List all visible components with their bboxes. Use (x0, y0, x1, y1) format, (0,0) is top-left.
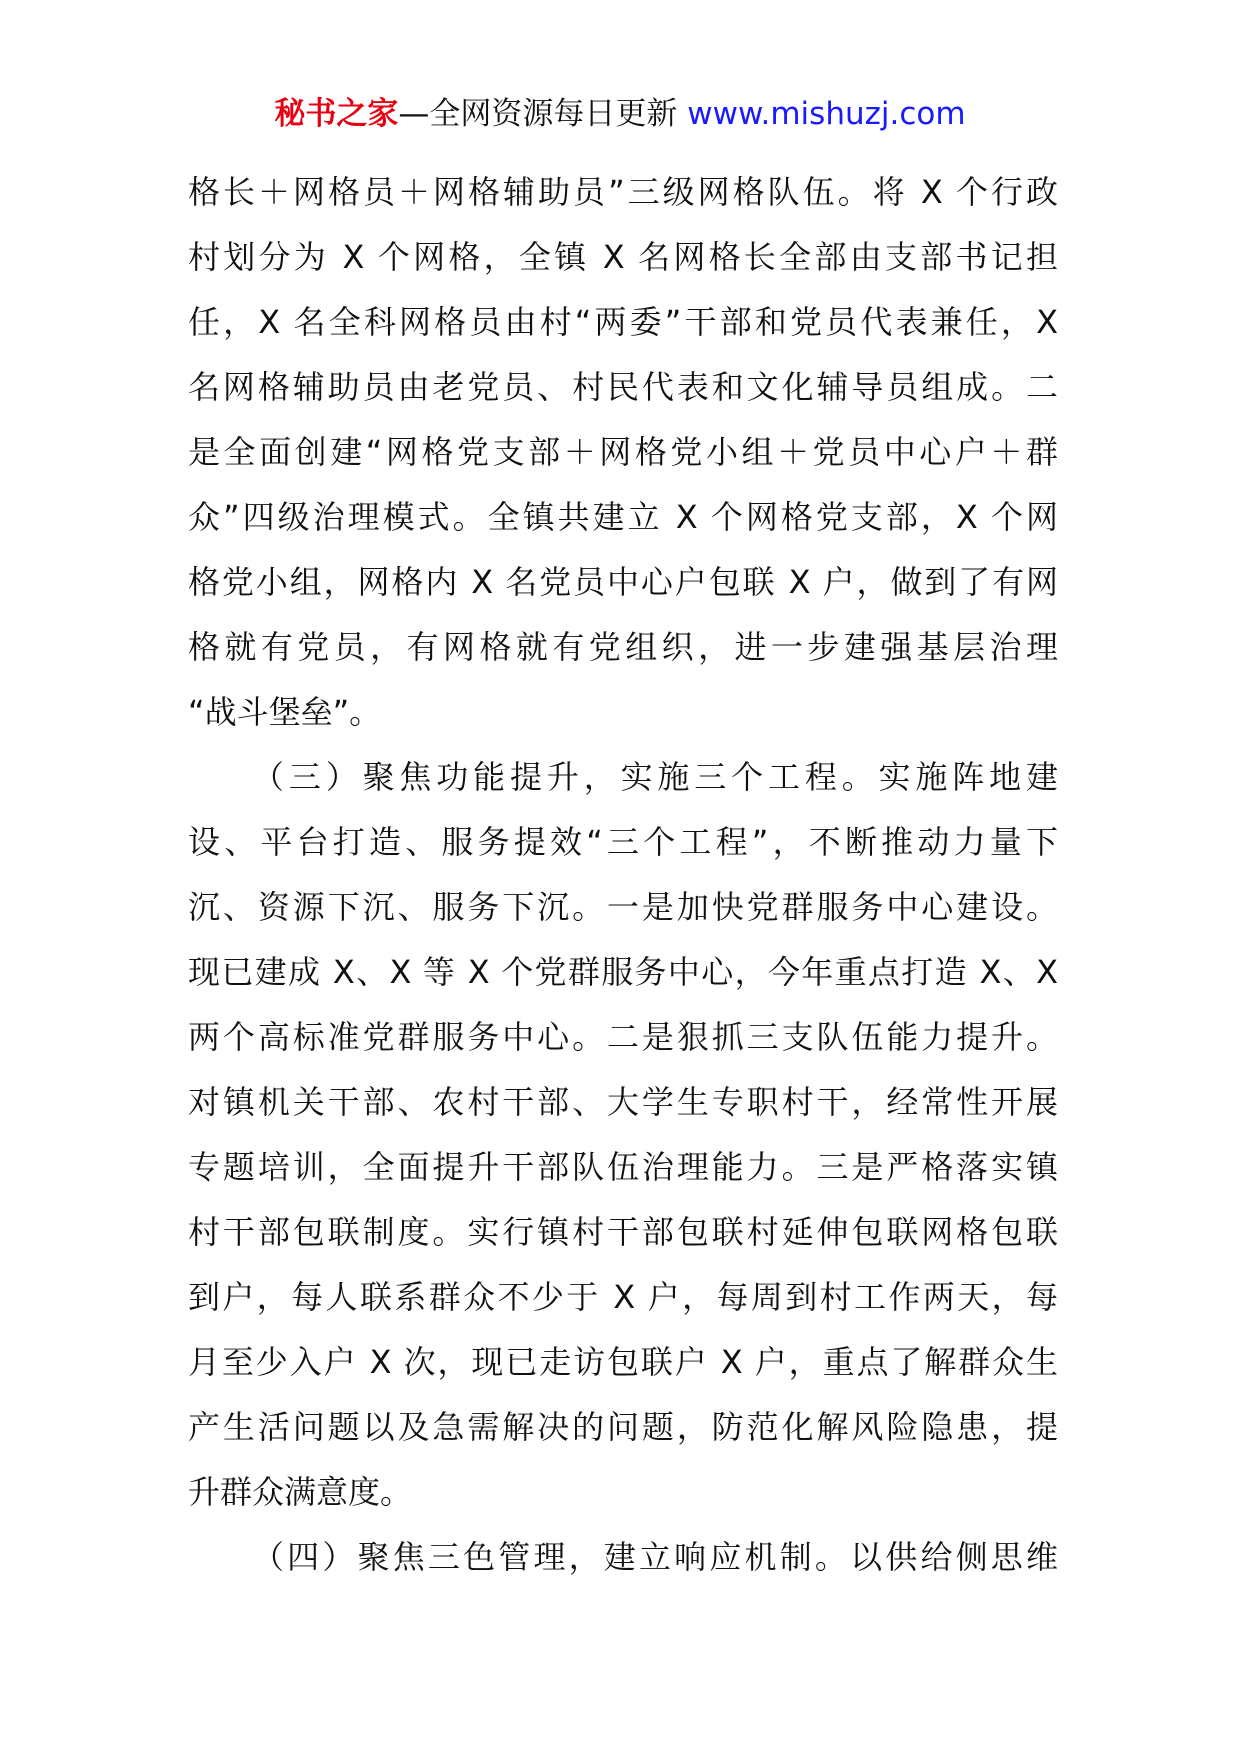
text-line: 沉、资源下沉、服务下沉。一是加快党群服务中心建设。 (188, 888, 1058, 926)
text-line: 是全面创建“网格党支部＋网格党小组＋党员中心户＋群 (188, 433, 1058, 471)
section-heading-line: （四）聚焦三色管理，建立响应机制。以供给侧思维 (252, 1538, 1058, 1576)
text-line: 到户，每人联系群众不少于 X 户，每周到村工作两天，每 (188, 1278, 1058, 1316)
text-line: 村划分为 X 个网格，全镇 X 名网格长全部由支部书记担 (188, 238, 1058, 276)
text-line: 对镇机关干部、农村干部、大学生专职村干，经常性开展 (188, 1083, 1058, 1121)
text-line: 升群众满意度。 (188, 1473, 413, 1511)
text-line: 现已建成 X、X 等 X 个党群服务中心，今年重点打造 X、X (188, 953, 1058, 991)
text-line: 设、平台打造、服务提效“三个工程”，不断推动力量下 (188, 823, 1058, 861)
text-line: 格就有党员，有网格就有党组织，进一步建强基层治理 (188, 628, 1058, 666)
text-line: “战斗堡垒”。 (188, 693, 382, 731)
text-line: 两个高标准党群服务中心。二是狠抓三支队伍能力提升。 (188, 1018, 1058, 1056)
header-slogan: —全网资源每日更新 (398, 96, 688, 132)
section-heading-line: （三）聚焦功能提升，实施三个工程。实施阵地建 (252, 758, 1058, 796)
page-header (0, 94, 1240, 134)
text-line: 格长＋网格员＋网格辅助员”三级网格队伍。将 X 个行政 (188, 173, 1058, 211)
text-line: 格党小组，网格内 X 名党员中心户包联 X 户，做到了有网 (188, 563, 1058, 601)
document-body (188, 160, 1058, 1590)
brand-name: 秘书之家 (274, 96, 399, 132)
text-line: 专题培训，全面提升干部队伍治理能力。三是严格落实镇 (188, 1148, 1058, 1186)
text-line: 名网格辅助员由老党员、村民代表和文化辅导员组成。二 (188, 368, 1058, 406)
text-line: 村干部包联制度。实行镇村干部包联村延伸包联网格包联 (188, 1213, 1058, 1251)
text-line: 月至少入户 X 次，现已走访包联户 X 户，重点了解群众生 (188, 1343, 1058, 1381)
site-url-link[interactable]: www.mishuzj.com (687, 96, 966, 132)
text-line: 任，X 名全科网格员由村“两委”干部和党员代表兼任，X (188, 303, 1058, 341)
text-line: 产生活问题以及急需解决的问题，防范化解风险隐患，提 (188, 1408, 1058, 1446)
text-line: 众”四级治理模式。全镇共建立 X 个网格党支部，X 个网 (188, 498, 1058, 536)
